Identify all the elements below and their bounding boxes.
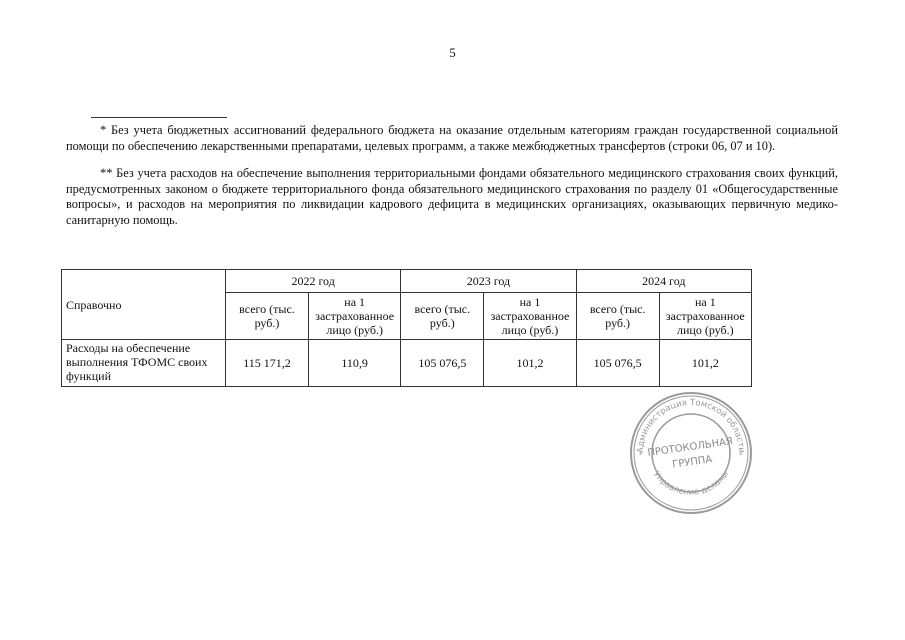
row-label: Расходы на обеспечение выполнения ТФОМС своих функций [62,340,226,387]
page-number: 5 [449,45,456,60]
value-total-2022: 115 171,2 [225,340,308,387]
table-year-row [62,270,752,293]
footnote-2: ** Без учета расходов на обеспечение выполнения территориальными фондами обязательного медицинского страхования своих функций, предусмотренных законом о бюджете территориального фонда обязательного медицинского страхования по разделу 01 «Общегосударственные вопросы», и расходов на мероприятия по ликвидации кадрового дефицита в медицинских организациях, оказывающих первичную медико-санитарную помощь. [66,166,838,227]
table-header-label: Справочно [62,270,226,340]
year-2022-header: 2022 год [225,270,400,293]
stamp-center-line-1: ПРОТОКОЛЬНАЯ [646,436,734,459]
footnote-separator [91,117,227,118]
official-stamp [626,388,756,518]
reference-table [61,269,752,387]
subheader-per-person-2024: на 1 застрахованное лицо (руб.) [659,293,751,340]
year-2024-header: 2024 год [576,270,751,293]
stamp-star-right: * [739,451,743,459]
value-per-person-2024: 101,2 [659,340,751,387]
subheader-per-person-2022: на 1 застрахованное лицо (руб.) [309,293,401,340]
subheader-total-2024: всего (тыс. руб.) [576,293,659,340]
stamp-ring-bottom-text: Управление делами [650,469,732,498]
year-2023-header: 2023 год [401,270,576,293]
subheader-total-2023: всего (тыс. руб.) [401,293,484,340]
stamp-star-left: * [639,451,643,459]
subheader-total-2022: всего (тыс. руб.) [225,293,308,340]
value-per-person-2023: 101,2 [484,340,576,387]
value-total-2023: 105 076,5 [401,340,484,387]
footnote-1: * Без учета бюджетных ассигнований федерального бюджета на оказание отдельным категориям граждан государственной социальной помощи по обеспечению лекарственными препаратами, целевых программ, а также межбюджетных трансфертов (строки 06, 07 и 10). [66,123,838,153]
value-per-person-2022: 110,9 [309,340,401,387]
stamp-center-line-2: ГРУППА [671,454,713,471]
subheader-per-person-2023: на 1 застрахованное лицо (руб.) [484,293,576,340]
table-row [62,340,752,387]
stamp-ring-top-text: Администрация Томской области [635,397,747,454]
value-total-2024: 105 076,5 [576,340,659,387]
